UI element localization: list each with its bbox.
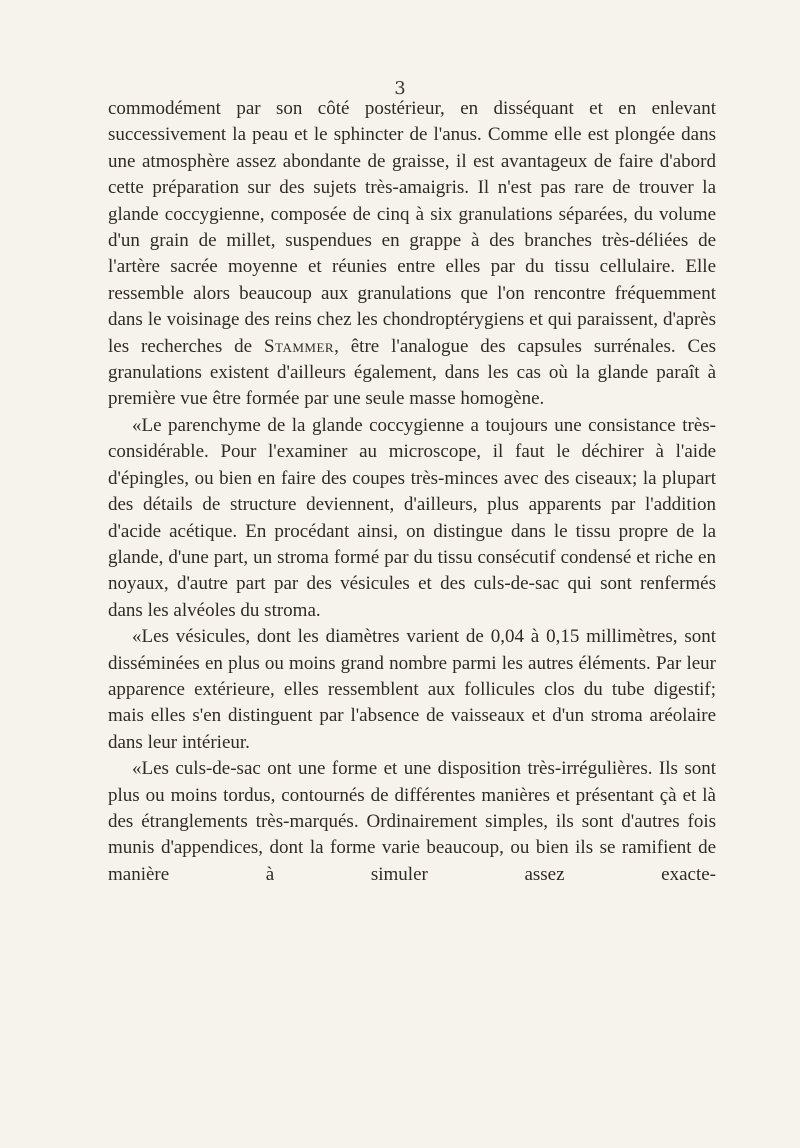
- author-name: Stammer: [263, 335, 335, 357]
- paragraph-3: «Les vésicules, dont les diamètres varient de 0,04 à 0,15 millimètres, sont disséminées en plus ou moins grand nombre parmi les autres éléments. Par leur apparence extérieure, elles ressemblent aux follicules clos du tube digestif; mais elles s'en distinguent par l'absence de vaisseaux et d'un stroma aréolaire dans leur intérieur.: [108, 626, 716, 753]
- body-text: [108, 96, 716, 888]
- page-number: 3: [394, 78, 406, 99]
- paragraph-2: «Le parenchyme de la glande coccygienne a toujours une consistance très-considérable. Pour l'examiner au microscope, il faut le déchirer à l'aide d'épingles, ou bien en faire des coupes très-minces avec des ciseaux; la plupart des détails de structure deviennent, d'ailleurs, plus apparents par l'addition d'acide acétique. En procédant ainsi, on distingue dans le tissu propre de la glande, d'une part, un stroma formé par du tissu consécutif condensé et riche en noyaux, d'autre part par des vésicules et des culs-de-sac qui sont renfermés dans les alvéoles du stroma.: [108, 414, 716, 621]
- paragraph-1-text-before: commodément par son côté postérieur, en disséquant et en enlevant successivement la peau et le sphincter de l'anus. Comme elle est plongée dans une atmosphère assez abondante de graisse, il est avantageux de faire d'abord cette préparation sur des sujets très-amaigris. Il n'est pas rare de trouver la glande coccygienne, composée de cinq à six granulations séparées, du volume d'un grain de millet, suspendues en grappe à des branches très-déliées de l'artère sacrée moyenne et réunies entre elles par du tissu cellulaire. Elle ressemble alors beaucoup aux granulations que l'on rencontre fréquemment dans le voisinage des reins chez les chondroptérygiens et qui paraissent, d'après les recherches de: [108, 98, 716, 357]
- paragraph-1: [108, 96, 716, 413]
- paragraph-4: «Les culs-de-sac ont une forme et une disposition très-irrégulières. Ils sont plus ou moins tordus, contournés de différentes manières et présentant çà et là des étranglements très-marqués. Ordinairement simples, ils sont d'autres fois munis d'appendices, dont la forme varie beaucoup, ou bien ils se ramifient de manière à simuler assez exacte-: [108, 758, 716, 885]
- paragraph-1-text-after: , être l'analogue des capsules surrénales. Ces granulations existent d'ailleurs également, dans les cas où la glande paraît à première vue être formée par une seule masse homogène.: [108, 335, 716, 410]
